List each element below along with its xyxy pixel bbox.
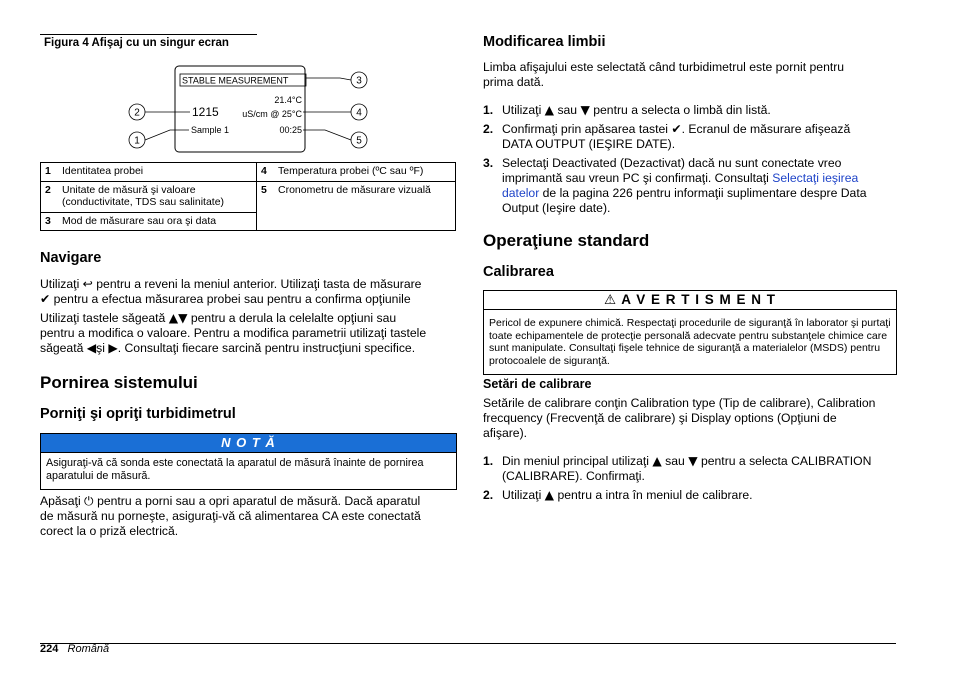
legend-num: 4: [257, 163, 275, 182]
footer-rule: [40, 643, 896, 644]
pornirea-heading: Pornirea sistemului: [40, 373, 198, 392]
callout-1: [129, 132, 145, 148]
legend-desc: Unitate de măsură şi valoare (conductivitate, TDS sau salinitate): [58, 181, 257, 212]
legend-num: 2: [41, 181, 59, 212]
footer: [40, 643, 109, 655]
up-arrow-icon: ▲: [168, 311, 179, 325]
up-arrow-icon: ▲: [544, 103, 555, 117]
lcd-time: 00:25: [279, 125, 302, 135]
navigare-heading: Navigare: [40, 250, 102, 266]
setari-heading: Setări de calibrare: [483, 377, 592, 391]
svg-text:3: 3: [356, 75, 362, 87]
down-arrow-icon: ▼: [178, 311, 188, 325]
lcd-status-text: STABLE MEASUREMENT: [182, 75, 289, 86]
figure-caption: Figura 4 Afişaj cu un singur ecran: [44, 37, 229, 49]
figure-legend-table: [40, 162, 456, 231]
limba-heading: Modificarea limbii: [483, 34, 606, 50]
callout-5: [351, 132, 367, 148]
limba-intro: Limba afişajului este selectată când turbidimetrul este pornit pentru prima dată.: [483, 60, 845, 89]
list-item: 1. Din meniul principal utilizaţi ▲ sau ▼ pentru a selecta CALIBRATION (CALIBRARE). Confirmaţi.: [483, 454, 872, 483]
lcd-value: 1215: [192, 105, 219, 119]
legend-row: [41, 181, 456, 212]
link-selectati-iesirea[interactable]: Selectaţi ieşirea: [772, 171, 859, 185]
svg-text:1: 1: [134, 135, 140, 147]
legend-num: 1: [41, 163, 59, 182]
display-figure: [120, 60, 380, 160]
checkmark-icon: ✔: [40, 292, 51, 306]
down-arrow-icon: ▼: [688, 454, 698, 468]
svg-text:5: 5: [356, 135, 362, 147]
svg-text:2: 2: [134, 107, 140, 119]
legend-desc: Cronometru de măsurare vizuală: [274, 181, 456, 231]
porniti-heading: Porniţi şi opriţi turbidimetrul: [40, 406, 236, 422]
callout-3: [351, 72, 367, 88]
list-item: 2. Confirmaţi prin apăsarea tastei ✔. Ecranul de măsurare afişează DATA OUTPUT (IEŞIRE DATE).: [483, 122, 851, 151]
legend-num: 5: [257, 181, 275, 231]
navigare-paragraph-2: Utilizaţi tastele săgeată ▲▼ pentru a derula la celelalte opţiuni sau pentru a modifica o valoare. Pentru a modifica parametrii utilizaţi tastele săgeată ◀şi ▶. Consultaţi fiecare sarcină pentru instrucţiuni specifice.: [40, 311, 427, 355]
back-icon: ↩: [82, 277, 93, 291]
note-text: Asiguraţi-vă că sonda este conectată la aparatul de măsură înainte de pornirea aparatului de măsură.: [41, 452, 456, 489]
calibrare-steps: [483, 454, 903, 503]
operatiune-heading: Operaţiune standard: [483, 231, 650, 250]
legend-desc: Identitatea probei: [58, 163, 257, 182]
legend-num: 3: [41, 212, 59, 231]
legend-desc: Temperatura probei (ºC sau ºF): [274, 163, 456, 182]
figure-caption-rule: [40, 34, 257, 35]
callout-2: [129, 104, 145, 120]
footer-language: Română: [67, 643, 110, 655]
list-item: 3. Selectaţi Deactivated (Dezactivat) dacă nu sunt conectate vreo imprimantă sau vreun PC şi confirmaţi. Consultaţi Selectaţi ieşirea datelor de la pagina 226 pentru informaţii suplimentare despre Data Output (Ieşire date).: [483, 156, 867, 215]
note-box: [40, 433, 457, 490]
svg-text:4: 4: [356, 107, 362, 119]
list-item: 2. Utilizaţi ▲ pentru a intra în meniul de calibrare.: [483, 488, 753, 502]
limba-steps: [483, 103, 903, 216]
callout-4: [351, 104, 367, 120]
calibrarea-heading: Calibrarea: [483, 264, 554, 280]
checkmark-icon: ✔: [671, 122, 682, 136]
warning-header: ⚠ A V E R T I S M E N T: [484, 291, 896, 310]
legend-row: [41, 163, 456, 182]
page-number: 224: [40, 643, 59, 655]
link-datelor[interactable]: datelor: [502, 186, 540, 200]
right-arrow-icon: ▶: [108, 341, 118, 355]
setari-paragraph: Setările de calibrare conţin Calibration type (Tip de calibrare), Calibration frecquency (Frecvenţă de calibrare) şi Display options (Opţiuni de afişare).: [483, 396, 876, 440]
list-item: 1. Utilizaţi ▲ sau ▼ pentru a selecta o limbă din listă.: [483, 103, 771, 117]
warning-icon: ⚠: [603, 292, 618, 308]
legend-desc: Mod de măsurare sau ora şi data: [58, 212, 257, 231]
power-icon: ⏻: [84, 494, 94, 508]
lcd-sample: Sample 1: [191, 125, 230, 135]
navigare-paragraph-1: Utilizaţi ↩ pentru a reveni la meniul anterior. Utilizaţi tasta de măsurare ✔ pentru a efectua măsurarea probei sau pentru a confirma opţiunile: [40, 277, 422, 306]
warning-box: [483, 290, 897, 375]
note-header: N O T Ă: [41, 434, 456, 452]
up-arrow-icon: ▲: [544, 488, 555, 502]
lcd-temp: 21.4°C: [274, 95, 302, 105]
warning-text: Pericol de expunere chimică. Respectaţi procedurile de siguranţă în laborator şi purtaţi toate echipamentele de protecţie personală adecvate pentru substanţele chimice care sunt manipulate. Consultaţi fişele tehnice de siguranţă a materialelor (MSDS) pentru protocoalele de siguranţă.: [489, 317, 891, 368]
up-arrow-icon: ▲: [652, 454, 662, 468]
left-arrow-icon: ◀: [86, 341, 97, 355]
pornirea-paragraph: Apăsaţi ⏻ pentru a porni sau a opri aparatul de măsură. Dacă aparatul de măsură nu porneşte, asiguraţi-vă că alimentarea CA este conectată corect la o priză electrică.: [40, 494, 421, 538]
down-arrow-icon: ▼: [580, 103, 590, 117]
lcd-unit: uS/cm @ 25°C: [242, 109, 302, 119]
